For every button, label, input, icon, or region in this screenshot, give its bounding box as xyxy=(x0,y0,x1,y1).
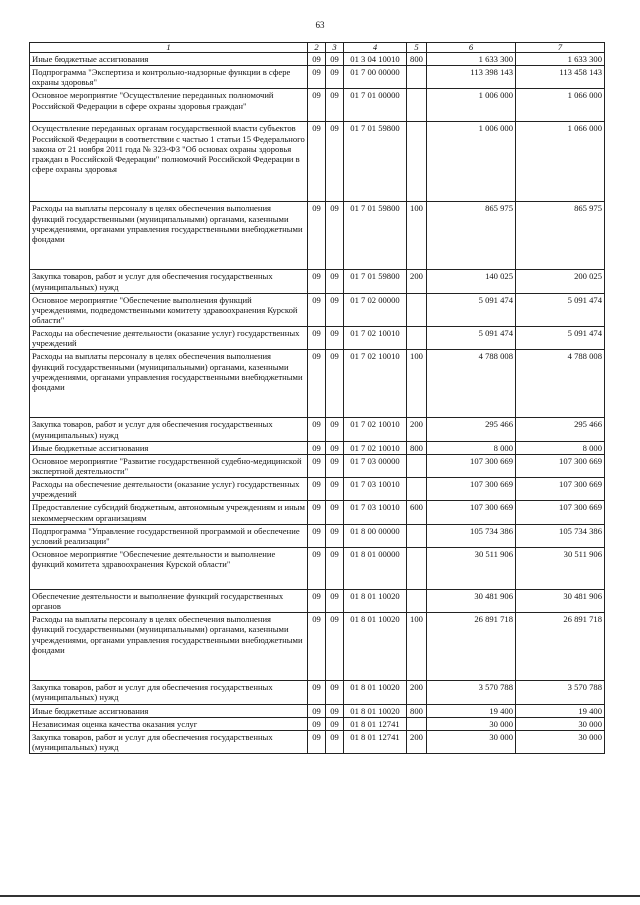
cell-sum1: 19 400 xyxy=(427,704,516,717)
cell-csr: 01 8 01 10020 xyxy=(344,613,407,681)
cell-sum1: 107 300 669 xyxy=(427,478,516,501)
cell-rz: 09 xyxy=(308,53,326,66)
cell-vr xyxy=(407,454,427,477)
table-row xyxy=(30,53,605,66)
table-row xyxy=(30,270,605,293)
cell-pr: 09 xyxy=(326,270,344,293)
cell-csr: 01 7 03 00000 xyxy=(344,454,407,477)
table-header-row xyxy=(30,43,605,53)
cell-sum2: 107 300 669 xyxy=(516,478,605,501)
cell-name: Иные бюджетные ассигнования xyxy=(30,441,308,454)
cell-sum1: 295 466 xyxy=(427,418,516,441)
cell-sum2: 5 091 474 xyxy=(516,327,605,350)
cell-rz: 09 xyxy=(308,89,326,122)
cell-name: Иные бюджетные ассигнования xyxy=(30,53,308,66)
cell-vr xyxy=(407,547,427,589)
cell-pr: 09 xyxy=(326,547,344,589)
cell-rz: 09 xyxy=(308,270,326,293)
cell-vr xyxy=(407,589,427,612)
cell-rz: 09 xyxy=(308,613,326,681)
cell-rz: 09 xyxy=(308,454,326,477)
cell-sum2: 30 511 906 xyxy=(516,547,605,589)
cell-sum1: 113 398 143 xyxy=(427,66,516,89)
cell-csr: 01 7 03 10010 xyxy=(344,478,407,501)
cell-rz: 09 xyxy=(308,293,326,326)
cell-vr xyxy=(407,293,427,326)
cell-sum2: 26 891 718 xyxy=(516,613,605,681)
table-row xyxy=(30,589,605,612)
cell-csr: 01 8 01 00000 xyxy=(344,547,407,589)
cell-sum1: 30 511 906 xyxy=(427,547,516,589)
column-header: 4 xyxy=(344,43,407,53)
page-number: 63 xyxy=(315,20,325,30)
cell-vr xyxy=(407,327,427,350)
cell-csr: 01 7 01 59800 xyxy=(344,122,407,202)
cell-csr: 01 8 01 10020 xyxy=(344,589,407,612)
cell-sum2: 5 091 474 xyxy=(516,293,605,326)
table-row xyxy=(30,454,605,477)
cell-sum1: 8 000 xyxy=(427,441,516,454)
table-row xyxy=(30,418,605,441)
cell-name: Расходы на выплаты персоналу в целях обеспечения выполнения функций государственными (муниципальными) органами, казенными учреждениями, органами управления государственными внебюджетными фондами xyxy=(30,350,308,418)
table-row xyxy=(30,327,605,350)
cell-sum1: 107 300 669 xyxy=(427,454,516,477)
cell-sum2: 30 000 xyxy=(516,717,605,730)
cell-vr: 200 xyxy=(407,681,427,704)
table-row xyxy=(30,350,605,418)
cell-sum2: 3 570 788 xyxy=(516,681,605,704)
column-header: 5 xyxy=(407,43,427,53)
cell-name: Расходы на обеспечение деятельности (оказание услуг) государственных учреждений xyxy=(30,478,308,501)
cell-vr: 200 xyxy=(407,270,427,293)
cell-vr xyxy=(407,122,427,202)
cell-sum1: 5 091 474 xyxy=(427,327,516,350)
cell-name: Независимая оценка качества оказания услуг xyxy=(30,717,308,730)
cell-vr: 600 xyxy=(407,501,427,524)
table-row xyxy=(30,441,605,454)
cell-rz: 09 xyxy=(308,418,326,441)
cell-rz: 09 xyxy=(308,730,326,753)
cell-vr: 100 xyxy=(407,350,427,418)
cell-csr: 01 7 02 10010 xyxy=(344,418,407,441)
cell-sum1: 5 091 474 xyxy=(427,293,516,326)
table-row xyxy=(30,293,605,326)
cell-rz: 09 xyxy=(308,501,326,524)
cell-sum2: 865 975 xyxy=(516,202,605,270)
cell-vr: 100 xyxy=(407,613,427,681)
cell-pr: 09 xyxy=(326,717,344,730)
budget-table xyxy=(29,42,605,754)
cell-name: Основное мероприятие "Развитие государственной судебно-медицинской экспертной деятельности" xyxy=(30,454,308,477)
cell-rz: 09 xyxy=(308,327,326,350)
cell-name: Предоставление субсидий бюджетным, автономным учреждениям и иным некоммерческим организациям xyxy=(30,501,308,524)
cell-csr: 01 7 01 00000 xyxy=(344,89,407,122)
cell-name: Основное мероприятие "Обеспечение выполнения функций учреждениями, подведомственными комитету здравоохранения Курской области" xyxy=(30,293,308,326)
table-row xyxy=(30,613,605,681)
cell-name: Закупка товаров, работ и услуг для обеспечения государственных (муниципальных) нужд xyxy=(30,418,308,441)
cell-sum2: 1 066 000 xyxy=(516,122,605,202)
cell-sum2: 8 000 xyxy=(516,441,605,454)
cell-name: Основное мероприятие "Осуществление переданных полномочий Российской Федерации в сфере охраны здоровья граждан" xyxy=(30,89,308,122)
column-header: 6 xyxy=(427,43,516,53)
cell-name: Иные бюджетные ассигнования xyxy=(30,704,308,717)
table-row xyxy=(30,730,605,753)
cell-sum1: 1 006 000 xyxy=(427,122,516,202)
cell-csr: 01 7 01 59800 xyxy=(344,202,407,270)
cell-pr: 09 xyxy=(326,327,344,350)
cell-sum2: 30 481 906 xyxy=(516,589,605,612)
cell-vr: 800 xyxy=(407,53,427,66)
cell-name: Подпрограмма "Экспертиза и контрольно-надзорные функции в сфере охраны здоровья" xyxy=(30,66,308,89)
cell-pr: 09 xyxy=(326,454,344,477)
cell-rz: 09 xyxy=(308,202,326,270)
cell-sum2: 4 788 008 xyxy=(516,350,605,418)
cell-csr: 01 8 00 00000 xyxy=(344,524,407,547)
cell-vr: 200 xyxy=(407,730,427,753)
cell-csr: 01 8 01 12741 xyxy=(344,717,407,730)
cell-name: Основное мероприятие "Обеспечение деятельности и выполнение функций комитета здравоохранения Курской области" xyxy=(30,547,308,589)
cell-sum2: 200 025 xyxy=(516,270,605,293)
table-row xyxy=(30,547,605,589)
cell-vr xyxy=(407,478,427,501)
cell-sum1: 3 570 788 xyxy=(427,681,516,704)
cell-rz: 09 xyxy=(308,441,326,454)
cell-csr: 01 3 04 10010 xyxy=(344,53,407,66)
cell-name: Обеспечение деятельности и выполнение функций государственных органов xyxy=(30,589,308,612)
cell-pr: 09 xyxy=(326,589,344,612)
table-row xyxy=(30,524,605,547)
cell-rz: 09 xyxy=(308,589,326,612)
table-row xyxy=(30,704,605,717)
cell-sum2: 19 400 xyxy=(516,704,605,717)
table-row xyxy=(30,66,605,89)
column-header: 1 xyxy=(30,43,308,53)
cell-csr: 01 7 02 00000 xyxy=(344,293,407,326)
cell-name: Подпрограмма "Управление государственной программой и обеспечение условий реализации" xyxy=(30,524,308,547)
table-row xyxy=(30,501,605,524)
cell-pr: 09 xyxy=(326,681,344,704)
cell-pr: 09 xyxy=(326,524,344,547)
cell-csr: 01 8 01 12741 xyxy=(344,730,407,753)
cell-vr xyxy=(407,66,427,89)
cell-sum1: 30 481 906 xyxy=(427,589,516,612)
bottom-rule xyxy=(0,895,640,897)
cell-pr: 09 xyxy=(326,704,344,717)
cell-name: Закупка товаров, работ и услуг для обеспечения государственных (муниципальных) нужд xyxy=(30,730,308,753)
cell-csr: 01 7 02 10010 xyxy=(344,327,407,350)
cell-rz: 09 xyxy=(308,717,326,730)
cell-csr: 01 8 01 10020 xyxy=(344,704,407,717)
table-row xyxy=(30,202,605,270)
cell-rz: 09 xyxy=(308,704,326,717)
cell-pr: 09 xyxy=(326,418,344,441)
cell-sum1: 1 006 000 xyxy=(427,89,516,122)
table-row xyxy=(30,478,605,501)
cell-csr: 01 8 01 10020 xyxy=(344,681,407,704)
cell-sum2: 1 066 000 xyxy=(516,89,605,122)
cell-vr xyxy=(407,524,427,547)
cell-vr xyxy=(407,717,427,730)
cell-sum2: 113 458 143 xyxy=(516,66,605,89)
cell-csr: 01 7 00 00000 xyxy=(344,66,407,89)
cell-vr xyxy=(407,89,427,122)
cell-name: Осуществление переданных органам государственной власти субъектов Российской Федерации в соответствии с частью 1 статьи 15 Федерального закона от 21 ноября 2011 года № 323-ФЗ "Об основах охраны здоровья граждан в Российской Федерации" полномочий Российской Федерации в сфере охраны здоровья xyxy=(30,122,308,202)
cell-rz: 09 xyxy=(308,122,326,202)
cell-vr: 800 xyxy=(407,441,427,454)
cell-name: Расходы на обеспечение деятельности (оказание услуг) государственных учреждений xyxy=(30,327,308,350)
cell-sum1: 107 300 669 xyxy=(427,501,516,524)
cell-rz: 09 xyxy=(308,524,326,547)
cell-sum2: 30 000 xyxy=(516,730,605,753)
cell-pr: 09 xyxy=(326,202,344,270)
column-header: 3 xyxy=(326,43,344,53)
cell-rz: 09 xyxy=(308,681,326,704)
cell-rz: 09 xyxy=(308,350,326,418)
cell-name: Закупка товаров, работ и услуг для обеспечения государственных (муниципальных) нужд xyxy=(30,681,308,704)
cell-name: Расходы на выплаты персоналу в целях обеспечения выполнения функций государственными (муниципальными) органами, казенными учреждениями, органами управления государственными внебюджетными фондами xyxy=(30,202,308,270)
cell-sum1: 30 000 xyxy=(427,717,516,730)
table-row xyxy=(30,717,605,730)
cell-vr: 800 xyxy=(407,704,427,717)
cell-pr: 09 xyxy=(326,441,344,454)
cell-vr: 100 xyxy=(407,202,427,270)
cell-sum2: 295 466 xyxy=(516,418,605,441)
cell-csr: 01 7 03 10010 xyxy=(344,501,407,524)
cell-sum1: 865 975 xyxy=(427,202,516,270)
cell-sum1: 26 891 718 xyxy=(427,613,516,681)
cell-sum2: 107 300 669 xyxy=(516,454,605,477)
cell-pr: 09 xyxy=(326,89,344,122)
cell-pr: 09 xyxy=(326,122,344,202)
cell-sum2: 1 633 300 xyxy=(516,53,605,66)
column-header: 2 xyxy=(308,43,326,53)
cell-sum1: 30 000 xyxy=(427,730,516,753)
cell-sum1: 4 788 008 xyxy=(427,350,516,418)
cell-rz: 09 xyxy=(308,66,326,89)
cell-pr: 09 xyxy=(326,53,344,66)
cell-pr: 09 xyxy=(326,350,344,418)
cell-pr: 09 xyxy=(326,501,344,524)
cell-name: Расходы на выплаты персоналу в целях обеспечения выполнения функций государственными (муниципальными) органами, казенными учреждениями, органами управления государственными внебюджетными фондами xyxy=(30,613,308,681)
table-row xyxy=(30,681,605,704)
cell-pr: 09 xyxy=(326,478,344,501)
cell-sum2: 105 734 386 xyxy=(516,524,605,547)
cell-csr: 01 7 01 59800 xyxy=(344,270,407,293)
cell-pr: 09 xyxy=(326,613,344,681)
table-row xyxy=(30,89,605,122)
cell-pr: 09 xyxy=(326,730,344,753)
cell-pr: 09 xyxy=(326,66,344,89)
cell-pr: 09 xyxy=(326,293,344,326)
cell-rz: 09 xyxy=(308,547,326,589)
cell-vr: 200 xyxy=(407,418,427,441)
cell-csr: 01 7 02 10010 xyxy=(344,350,407,418)
cell-sum1: 1 633 300 xyxy=(427,53,516,66)
cell-csr: 01 7 02 10010 xyxy=(344,441,407,454)
cell-rz: 09 xyxy=(308,478,326,501)
cell-name: Закупка товаров, работ и услуг для обеспечения государственных (муниципальных) нужд xyxy=(30,270,308,293)
column-header: 7 xyxy=(516,43,605,53)
table-row xyxy=(30,122,605,202)
cell-sum1: 140 025 xyxy=(427,270,516,293)
cell-sum1: 105 734 386 xyxy=(427,524,516,547)
cell-sum2: 107 300 669 xyxy=(516,501,605,524)
